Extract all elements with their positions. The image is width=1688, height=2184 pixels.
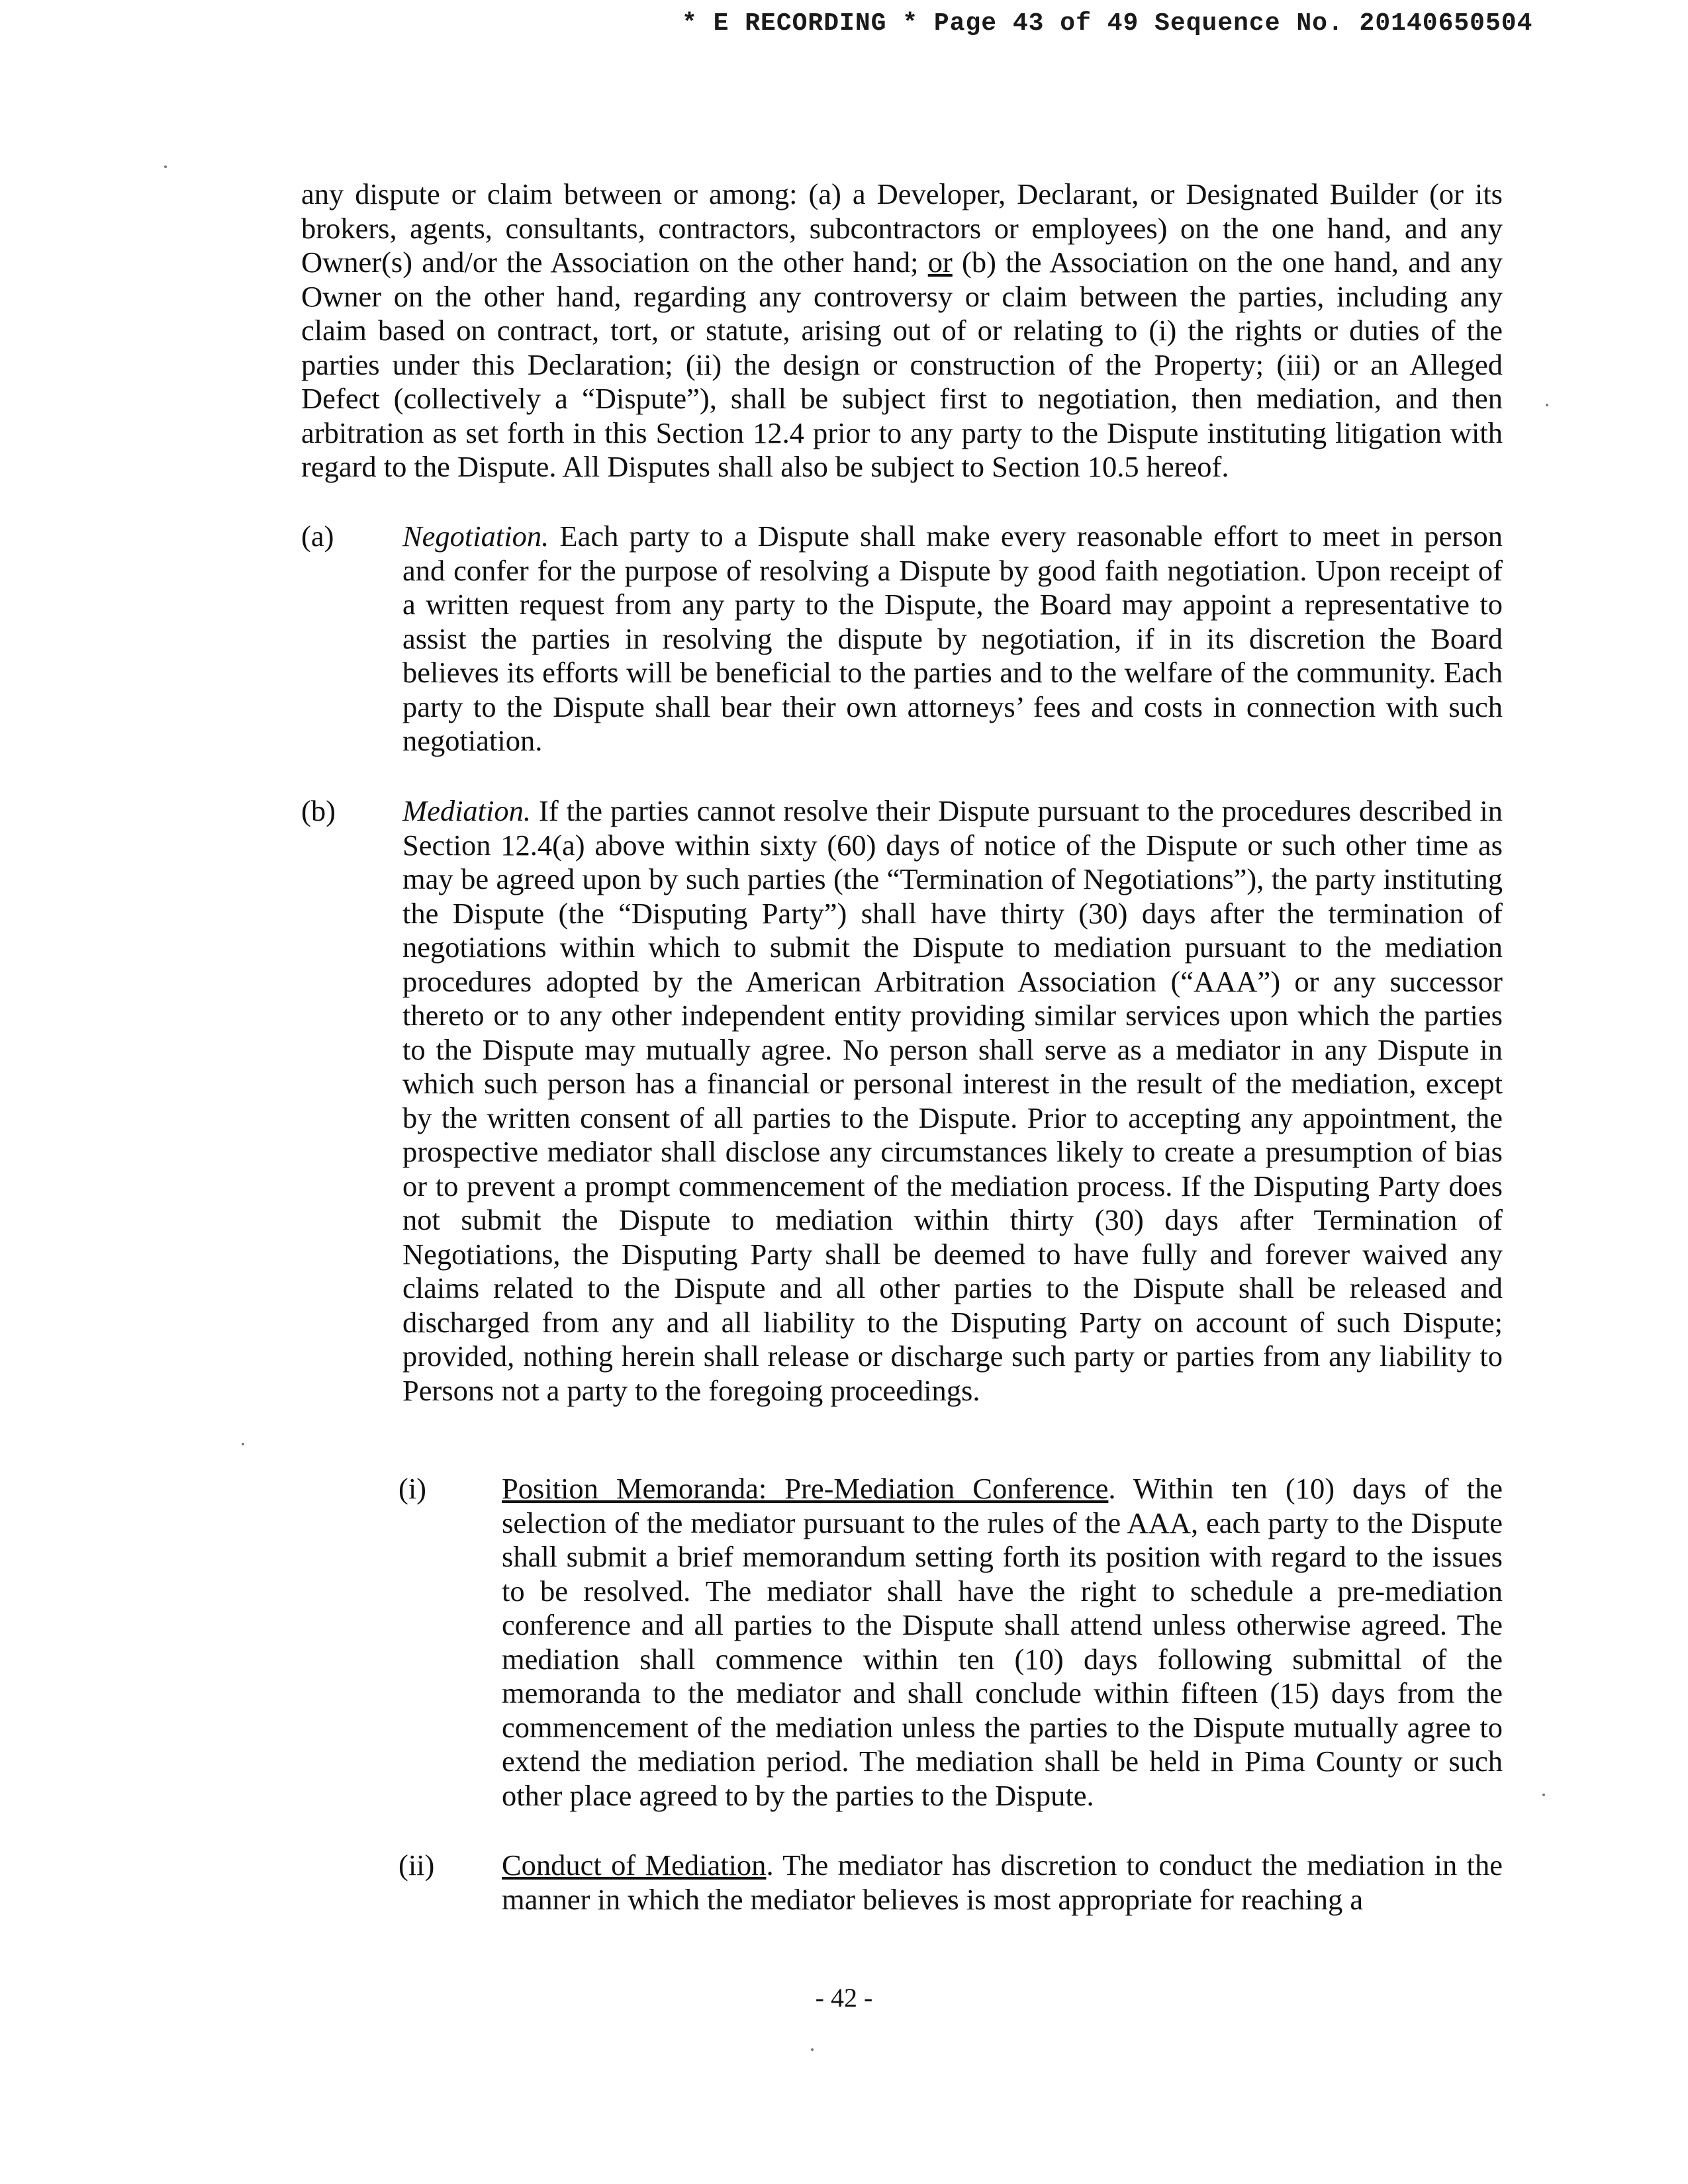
section-b-text: If the parties cannot resolve their Dispute pursuant to the procedures described in Section 12.4(a) above within sixty (60) days of notice of the Dispute or such other time as may be agreed upon by such parties (the “Termination of Negotiations”), the party instituting the Dispute (the “Disputing Party”) shall have thirty (30) days after the termination of negotiations within which to submit the Dispute to mediation pursuant to the mediation procedures adopted by the American Arbitration Association (“AAA”) or any successor thereto or to any other independent entity providing similar services upon which the parties to the Dispute may mutually agree. No person shall serve as a mediator in any Dispute in which such person has a financial or personal interest in the result of the mediation, except by the written consent of all parties to the Dispute. Prior to accepting any appointment, the prospective mediator shall disclose any circumstances likely to create a presumption of bias or to prevent a prompt commencement of the mediation process. If the Disputing Party does not submit the Dispute to mediation within thirty (30) days after Termination of Negotiations, the Disputing Party shall be deemed to have fully and forever waived any claims related to the Dispute and all other parties to the Dispute shall be released and discharged from any and all liability to the Disputing Party on account of such Dispute; provided, nothing herein shall release or discharge such party or parties from any liability to Persons not a party to the foregoing proceedings.	[402, 794, 1503, 1407]
section-i-text: . Within ten (10) days of the selection of the mediator pursuant to the rules of the AAA, each party to the Dispute shall submit a brief memorandum setting forth its position with regard to the issues to be resolved. The mediator shall have the right to schedule a pre-mediation conference and all parties to the Dispute shall attend unless otherwise agreed. The mediation shall commence within ten (10) days following submittal of the memoranda to the mediator and shall conclude within fifteen (15) days from the commencement of the mediation unless the parties to the Dispute mutually agree to extend the mediation period. The mediation shall be held in Pima County or such other place agreed to by the parties to the Dispute.	[502, 1472, 1503, 1812]
section-a-heading: Negotiation.	[402, 520, 549, 553]
section-i-label: (i)	[399, 1472, 427, 1505]
section-ii-label: (ii)	[399, 1848, 435, 1882]
section-a-paragraph	[402, 520, 1503, 758]
intro-text-2: (b) the Association on the one hand, and any Owner on the other hand, regarding any controversy or claim between the parties, including any claim based on contract, tort, or statute, arising out of or relating to (i) the rights or duties of the parties under this Declaration; (ii) the design or construction of the Property; (iii) or an Alleged Defect (collectively a “Dispute”), shall be subject first to negotiation, then mediation, and then arbitration as set forth in this Section 12.4 prior to any party to the Dispute instituting litigation with regard to the Dispute. All Disputes shall also be subject to Section 10.5 hereof.	[301, 246, 1503, 483]
section-i-paragraph	[502, 1472, 1503, 1813]
section-ii-heading: Conduct of Mediation	[502, 1848, 767, 1882]
scan-speck	[242, 1443, 244, 1445]
section-a-text: Each party to a Dispute shall make every reasonable effort to meet in person and confer for the purpose of resolving a Dispute by good faith negotiation. Upon receipt of a written request from any party to the Dispute, the Board may appoint a representative to assist the parties in resolving the dispute by negotiation, if in its discretion the Board believes its efforts will be beneficial to the parties and to the welfare of the community. Each party to the Dispute shall bear their own attorneys’ fees and costs in connection with such negotiation.	[402, 520, 1503, 757]
scan-speck	[1546, 404, 1548, 406]
intro-text-1: any dispute or claim between or among: (a) a Developer, Declarant, or Designated Builder (or its brokers, agents, consultants, contractors, subcontractors or employees) on the one hand, and any Owner(s) and/or the Association on the other hand;	[301, 177, 1503, 279]
page-number: - 42 -	[815, 1983, 873, 2013]
recording-header: * E RECORDING * Page 43 of 49 Sequence No. 20140650504	[682, 9, 1533, 38]
section-i-heading: Position Memoranda: Pre-Mediation Conference	[502, 1472, 1109, 1505]
section-b-heading: Mediation.	[402, 794, 532, 827]
scan-speck	[164, 165, 167, 168]
scan-speck	[811, 2048, 814, 2051]
section-a-label: (a)	[301, 520, 334, 553]
section-ii-text: . The mediator has discretion to conduct the mediation in the manner in which the mediator believes is most appropriate for reaching a	[502, 1848, 1503, 1916]
scan-speck	[1542, 1794, 1545, 1796]
section-b-label: (b)	[301, 794, 336, 827]
intro-paragraph	[301, 177, 1503, 484]
section-ii-paragraph	[502, 1848, 1503, 1917]
section-b-paragraph	[402, 794, 1503, 1408]
intro-or-word: or	[927, 246, 953, 279]
